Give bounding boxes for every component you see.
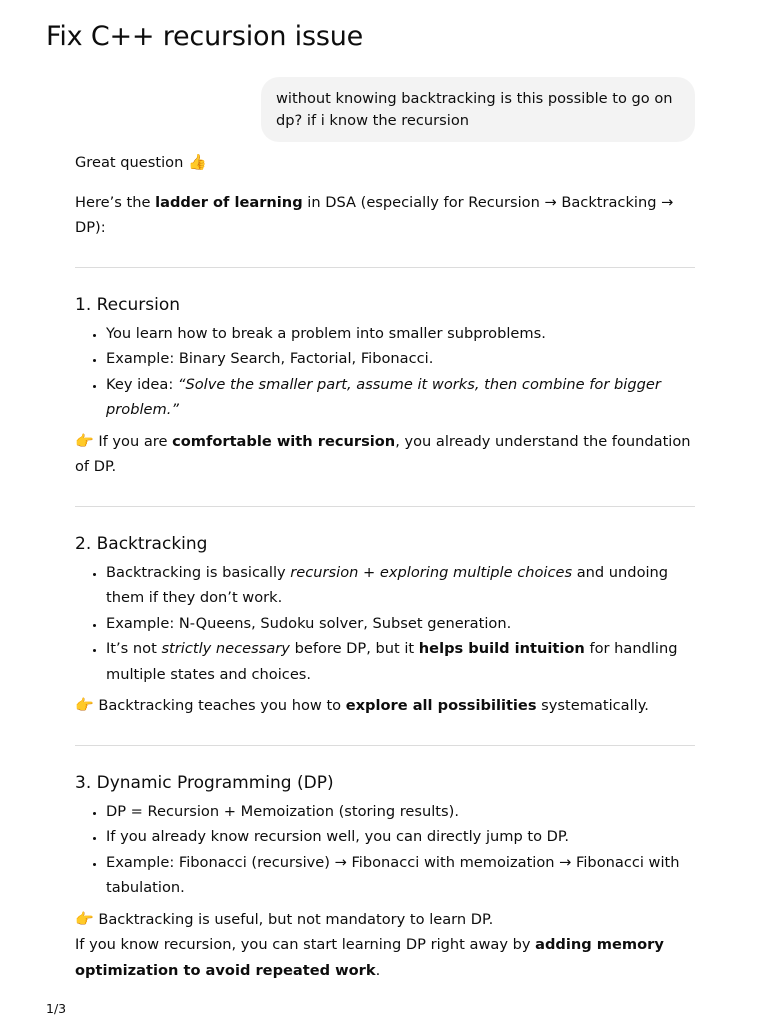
- conversation-title: Fix C++ recursion issue: [46, 21, 364, 52]
- bullet-text: +: [358, 563, 380, 581]
- assistant-answer: [75, 150, 695, 983]
- dp-bullet-list: [75, 799, 695, 901]
- divider: [75, 745, 695, 746]
- divider: [75, 267, 695, 268]
- bullet-text: Example: Binary Search, Factorial, Fibonacci.: [106, 350, 434, 367]
- recursion-bullet-list: [75, 321, 695, 423]
- greeting-text: Great question: [75, 154, 188, 171]
- section-heading-backtracking: 2. Backtracking: [75, 533, 208, 554]
- note-bold: adding memory optimization to avoid repeated work: [75, 936, 664, 979]
- user-message-text: without knowing backtracking is this possible to go on dp? if i know the recursion: [276, 90, 673, 129]
- list-item: [106, 372, 695, 423]
- section-heading-recursion: 1. Recursion: [75, 294, 180, 315]
- note-text: , you already understand the foundation of DP.: [75, 432, 691, 475]
- note-bold: comfortable with recursion: [172, 432, 396, 450]
- note-bold: explore all possibilities: [345, 697, 537, 714]
- list-item: [106, 824, 695, 850]
- note-text: Backtracking is useful, but not mandatory to learn DP.: [93, 910, 494, 928]
- recursion-note: [75, 429, 695, 480]
- list-item: [106, 636, 695, 687]
- bullet-text: Backtracking is basically: [106, 563, 291, 581]
- list-item: [106, 560, 695, 611]
- list-item: [106, 321, 695, 347]
- list-item: [106, 611, 695, 637]
- bullet-text: Key idea:: [106, 375, 178, 393]
- page-indicator: 1/3: [46, 1001, 67, 1016]
- thumbs-up-icon: 👍: [187, 153, 207, 171]
- user-message-bubble: [261, 77, 695, 142]
- backtracking-note: [75, 693, 695, 719]
- note-text: systematically.: [536, 697, 649, 714]
- note-text: Backtracking teaches you how to: [93, 697, 346, 714]
- bullet-text: If you already know recursion well, you can directly jump to DP.: [106, 828, 570, 845]
- bullet-text: Example: Fibonacci (recursive) → Fibonacci with memoization → Fibonacci with tabulation.: [106, 853, 680, 896]
- pointing-right-icon: 👉: [75, 431, 94, 450]
- intro-bold: ladder of learning: [155, 193, 303, 211]
- list-item: [106, 346, 695, 372]
- list-item: [106, 850, 695, 901]
- intro-pre: Here’s the: [75, 193, 156, 211]
- key-idea-quote: “Solve the smaller part, assume it works, then combine for bigger problem.”: [106, 375, 661, 418]
- intro-post: in DSA (especially for Recursion → Backtracking → DP):: [75, 193, 674, 236]
- list-item: [106, 799, 695, 825]
- intro-paragraph: [75, 190, 695, 241]
- bullet-italic: exploring multiple choices: [379, 563, 573, 581]
- divider: [75, 506, 695, 507]
- note-text: If you know recursion, you can start learning DP right away by: [75, 936, 536, 953]
- greeting: [75, 150, 695, 176]
- bullet-text: You learn how to break a problem into smaller subproblems.: [106, 324, 546, 342]
- backtracking-bullet-list: [75, 560, 695, 688]
- note-text: If you are: [93, 432, 173, 450]
- pointing-right-icon: 👉: [75, 909, 94, 928]
- bullet-italic: recursion: [290, 563, 359, 581]
- bullet-text: before DP, but it: [289, 640, 419, 657]
- bullet-text: and undoing them if they don’t work.: [106, 563, 669, 606]
- bullet-text: It’s not: [106, 640, 162, 657]
- bullet-italic: strictly necessary: [161, 640, 290, 657]
- section-heading-dp: 3. Dynamic Programming (DP): [75, 772, 334, 793]
- bullet-text: for handling multiple states and choices.: [106, 640, 678, 683]
- dp-note: [75, 907, 695, 984]
- bullet-text: DP = Recursion + Memoization (storing results).: [106, 802, 459, 820]
- note-text: .: [375, 961, 381, 979]
- bullet-bold: helps build intuition: [418, 640, 585, 657]
- pointing-right-icon: 👉: [75, 696, 94, 714]
- bullet-text: Example: N-Queens, Sudoku solver, Subset generation.: [106, 614, 512, 632]
